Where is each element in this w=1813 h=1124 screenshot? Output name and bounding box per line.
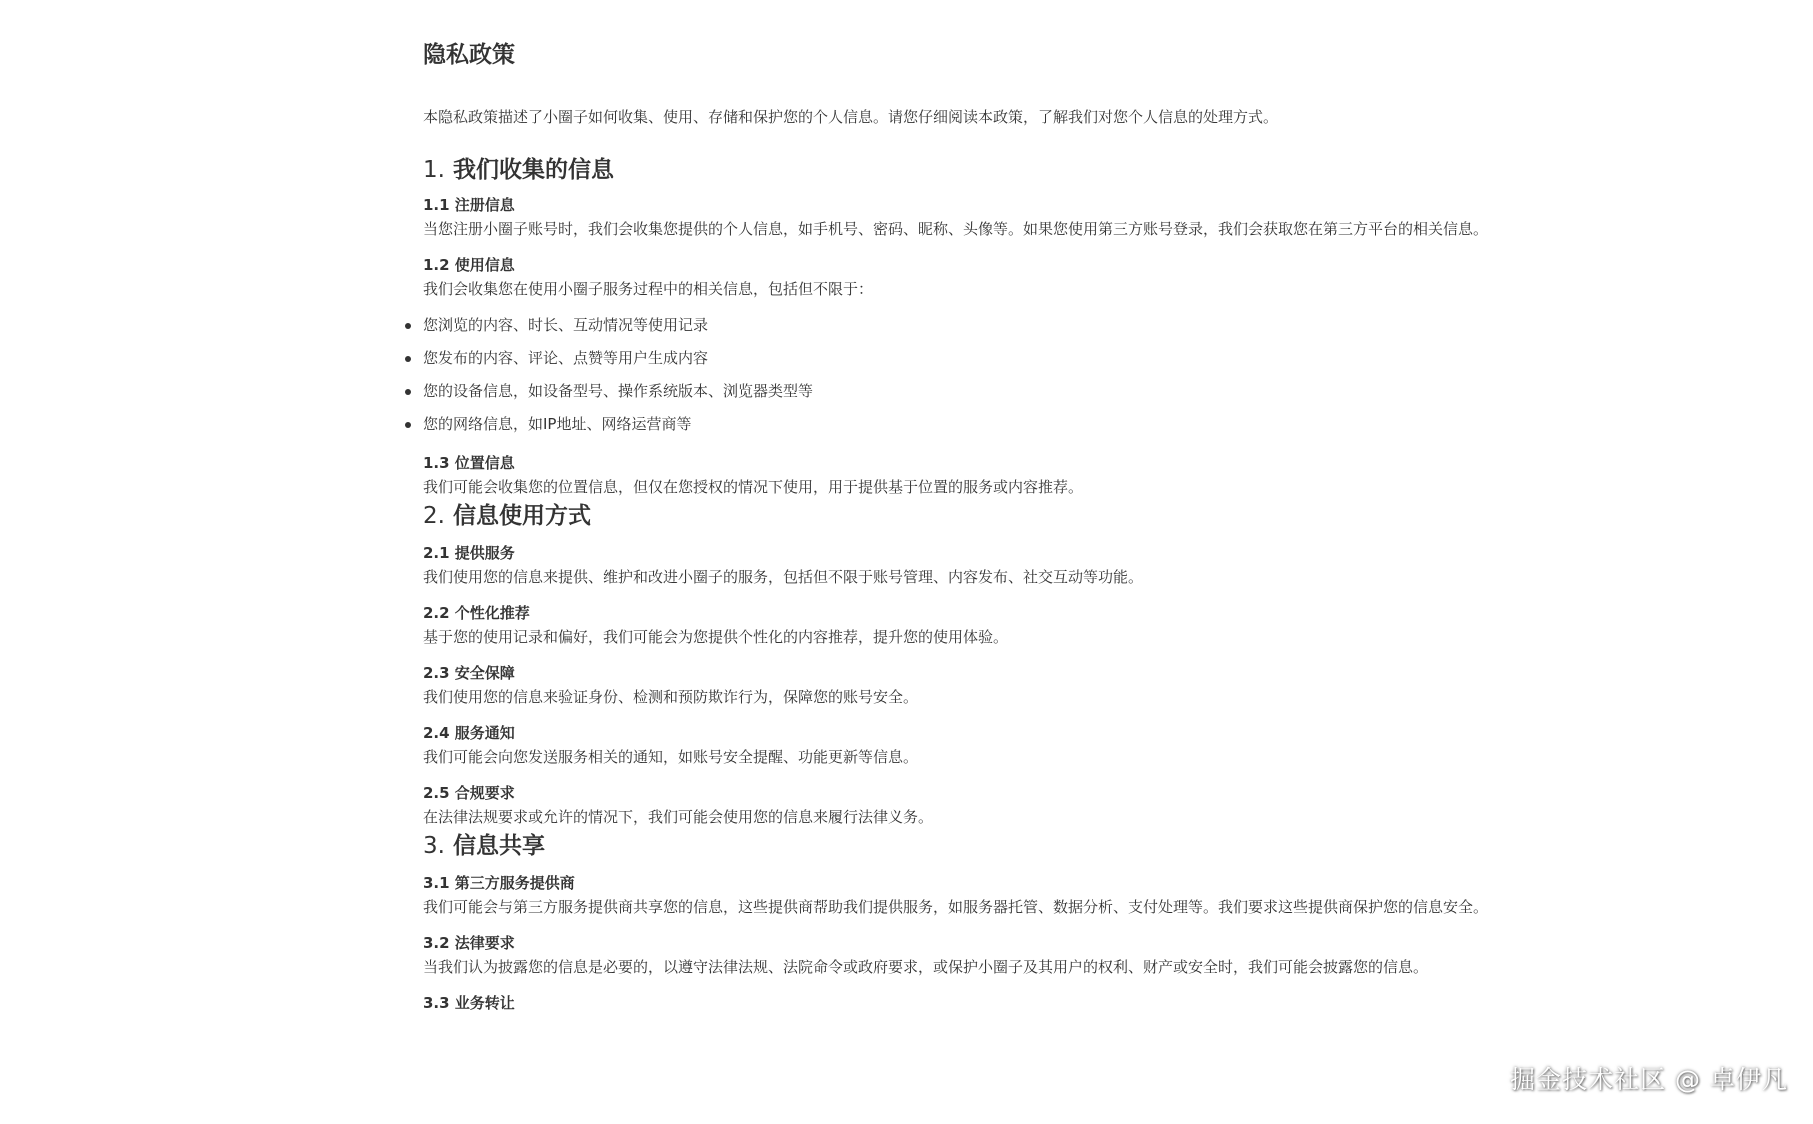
subsection-heading-3-1: 3.1 第三方服务提供商 <box>423 874 575 892</box>
section-heading-2 <box>423 500 1813 532</box>
list-item <box>423 413 1813 446</box>
section-title: 信息使用方式 <box>452 503 591 529</box>
page-title: 隐私政策 <box>423 42 515 68</box>
section-number: 3. <box>423 833 445 859</box>
subsection-text-2-4: 我们可能会向您发送服务相关的通知，如账号安全提醒、功能更新等信息。 <box>423 748 919 766</box>
bullet-dot <box>405 356 411 362</box>
list-item-text: 您的网络信息，如IP地址、网络运营商等 <box>423 415 692 433</box>
subsection-heading-3-3: 3.3 业务转让 <box>423 994 515 1012</box>
subsection-text-2-2: 基于您的使用记录和偏好，我们可能会为您提供个性化的内容推荐，提升您的使用体验。 <box>423 628 1009 646</box>
watermark: 掘金技术社区 @ 卓伊凡 <box>1510 1065 1788 1094</box>
subsection-text-2-1: 我们使用您的信息来提供、维护和改进小圈子的服务，包括但不限于账号管理、内容发布、社交互动等功能。 <box>423 568 1144 586</box>
section-number: 2. <box>423 503 445 529</box>
subsection-text-1-3: 我们可能会收集您的位置信息，但仅在您授权的情况下使用，用于提供基于位置的服务或内容推荐。 <box>423 478 1084 496</box>
bullet-dot <box>405 389 411 395</box>
subsection-text-3-2: 当我们认为披露您的信息是必要的，以遵守法律法规、法院命令或政府要求，或保护小圈子及其用户的权利、财产或安全时，我们可能会披露您的信息。 <box>423 958 1429 976</box>
bullet-dot <box>405 323 411 329</box>
subsection-text-1-1: 当您注册小圈子账号时，我们会收集您提供的个人信息，如手机号、密码、昵称、头像等。如果您使用第三方账号登录，我们会获取您在第三方平台的相关信息。 <box>423 220 1489 238</box>
list-item <box>423 347 1813 380</box>
list-item <box>423 314 1813 347</box>
section-title: 信息共享 <box>452 833 545 859</box>
list-item <box>423 380 1813 413</box>
subsection-heading-2-4: 2.4 服务通知 <box>423 724 515 742</box>
bullet-dot <box>405 422 411 428</box>
subsection-heading-2-1: 2.1 提供服务 <box>423 544 515 562</box>
subsection-heading-1-2: 1.2 使用信息 <box>423 256 515 274</box>
section-title: 我们收集的信息 <box>452 157 614 183</box>
subsection-heading-2-5: 2.5 合规要求 <box>423 784 515 802</box>
usage-info-list <box>423 314 1813 446</box>
subsection-text-1-2: 我们会收集您在使用小圈子服务过程中的相关信息，包括但不限于： <box>423 280 874 298</box>
subsection-heading-1-3: 1.3 位置信息 <box>423 454 515 472</box>
intro-paragraph: 本隐私政策描述了小圈子如何收集、使用、存储和保护您的个人信息。请您仔细阅读本政策，了解我们对您个人信息的处理方式。 <box>423 108 1279 126</box>
section-heading-3 <box>423 830 1813 862</box>
policy-content <box>423 38 1813 1014</box>
list-item-text: 您发布的内容、评论、点赞等用户生成内容 <box>423 349 709 367</box>
subsection-heading-1-1: 1.1 注册信息 <box>423 196 515 214</box>
section-number: 1. <box>423 157 445 183</box>
section-heading-1 <box>423 154 1813 186</box>
subsection-text-2-5: 在法律法规要求或允许的情况下，我们可能会使用您的信息来履行法律义务。 <box>423 808 934 826</box>
subsection-heading-2-3: 2.3 安全保障 <box>423 664 515 682</box>
subsection-heading-3-2: 3.2 法律要求 <box>423 934 515 952</box>
list-item-text: 您浏览的内容、时长、互动情况等使用记录 <box>423 316 709 334</box>
subsection-text-3-1: 我们可能会与第三方服务提供商共享您的信息，这些提供商帮助我们提供服务，如服务器托管、数据分析、支付处理等。我们要求这些提供商保护您的信息安全。 <box>423 898 1489 916</box>
list-item-text: 您的设备信息，如设备型号、操作系统版本、浏览器类型等 <box>423 382 814 400</box>
subsection-heading-2-2: 2.2 个性化推荐 <box>423 604 530 622</box>
subsection-text-2-3: 我们使用您的信息来验证身份、检测和预防欺诈行为，保障您的账号安全。 <box>423 688 919 706</box>
